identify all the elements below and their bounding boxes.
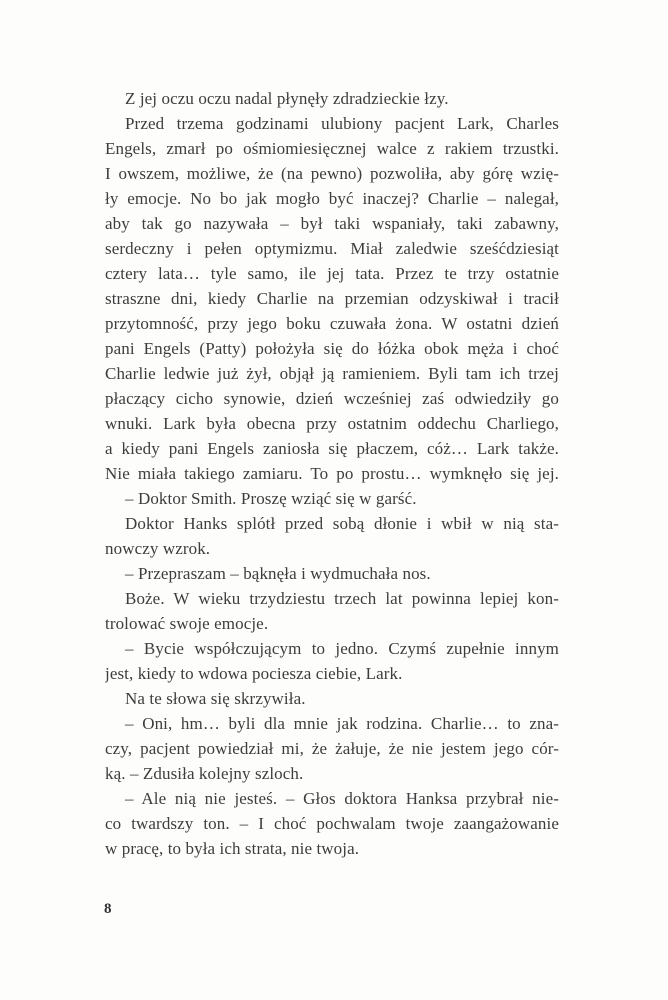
text-line: przytomność, przy jego boku czuwała żona. W ostatni dzień <box>105 314 559 333</box>
text-line: wnuki. Lark była obecna przy ostatnim oddechu Charliego, <box>105 414 559 433</box>
text-line: Charlie ledwie już żył, objął ją ramieniem. Byli tam ich trzej <box>105 364 559 383</box>
text-line: – Doktor Smith. Proszę wziąć się w garść. <box>125 489 417 508</box>
text-line: Z jej oczu oczu nadal płynęły zdradzieckie łzy. <box>125 89 449 108</box>
text-line: cztery lata… tyle samo, ile jej tata. Przez te trzy ostatnie <box>105 264 559 283</box>
text-line: Przed trzema godzinami ulubiony pacjent Lark, Charles <box>125 114 559 133</box>
text-line: w pracę, to była ich strata, nie twoja. <box>105 839 360 858</box>
text-line: co twardszy ton. – I choć pochwalam twoje zaangażowanie <box>105 814 559 833</box>
text-line: czy, pacjent powiedział mi, że żałuje, że nie jestem jego cór- <box>105 739 559 758</box>
text-line: Boże. W wieku trzydziestu trzech lat powinna lepiej kon- <box>125 589 559 608</box>
text-line: Doktor Hanks splótł przed sobą dłonie i wbił w nią sta- <box>125 514 559 533</box>
text-line: trolować swoje emocje. <box>105 614 269 633</box>
text-line: Nie miała takiego zamiaru. To po prostu… wymknęło się jej. <box>105 464 559 483</box>
text-line: nowczy wzrok. <box>105 539 211 558</box>
text-line: I owszem, możliwe, że (na pewno) pozwoliła, aby górę wzię- <box>105 164 559 183</box>
page-number: 8 <box>104 901 112 917</box>
text-line: a kiedy pani Engels zaniosła się płaczem, cóż… Lark także. <box>105 439 559 458</box>
text-line: – Bycie współczującym to jedno. Czymś zupełnie innym <box>125 639 559 658</box>
text-line: serdeczny i pełen optymizmu. Miał zaledwie sześćdziesiąt <box>105 239 559 258</box>
text-line: Engels, zmarł po ośmiomiesięcznej walce z rakiem trzustki. <box>105 139 559 158</box>
text-line: płaczący cicho synowie, dzień wcześniej zaś odwiedziły go <box>105 389 559 408</box>
text-line: straszne dni, kiedy Charlie na przemian odzyskiwał i tracił <box>105 289 559 308</box>
text-line: Na te słowa się skrzywiła. <box>125 689 306 708</box>
text-line: – Oni, hm… byli dla mnie jak rodzina. Charlie… to zna- <box>125 714 559 733</box>
text-block <box>105 86 559 861</box>
text-line: ką. – Zdusiła kolejny szloch. <box>105 764 304 783</box>
text-line: – Przepraszam – bąknęła i wydmuchała nos. <box>125 564 431 583</box>
text-line: jest, kiedy to wdowa pociesza ciebie, Lark. <box>105 664 403 683</box>
text-line: aby tak go nazywała – był taki wspaniały, taki zabawny, <box>105 214 559 233</box>
text-line: pani Engels (Patty) położyła się do łóżka obok męża i choć <box>105 339 559 358</box>
text-line: – Ale nią nie jesteś. – Głos doktora Hanksa przybrał nie- <box>125 789 559 808</box>
text-line: ły emocje. No bo jak mogło być inaczej? Charlie – nalegał, <box>105 189 559 208</box>
